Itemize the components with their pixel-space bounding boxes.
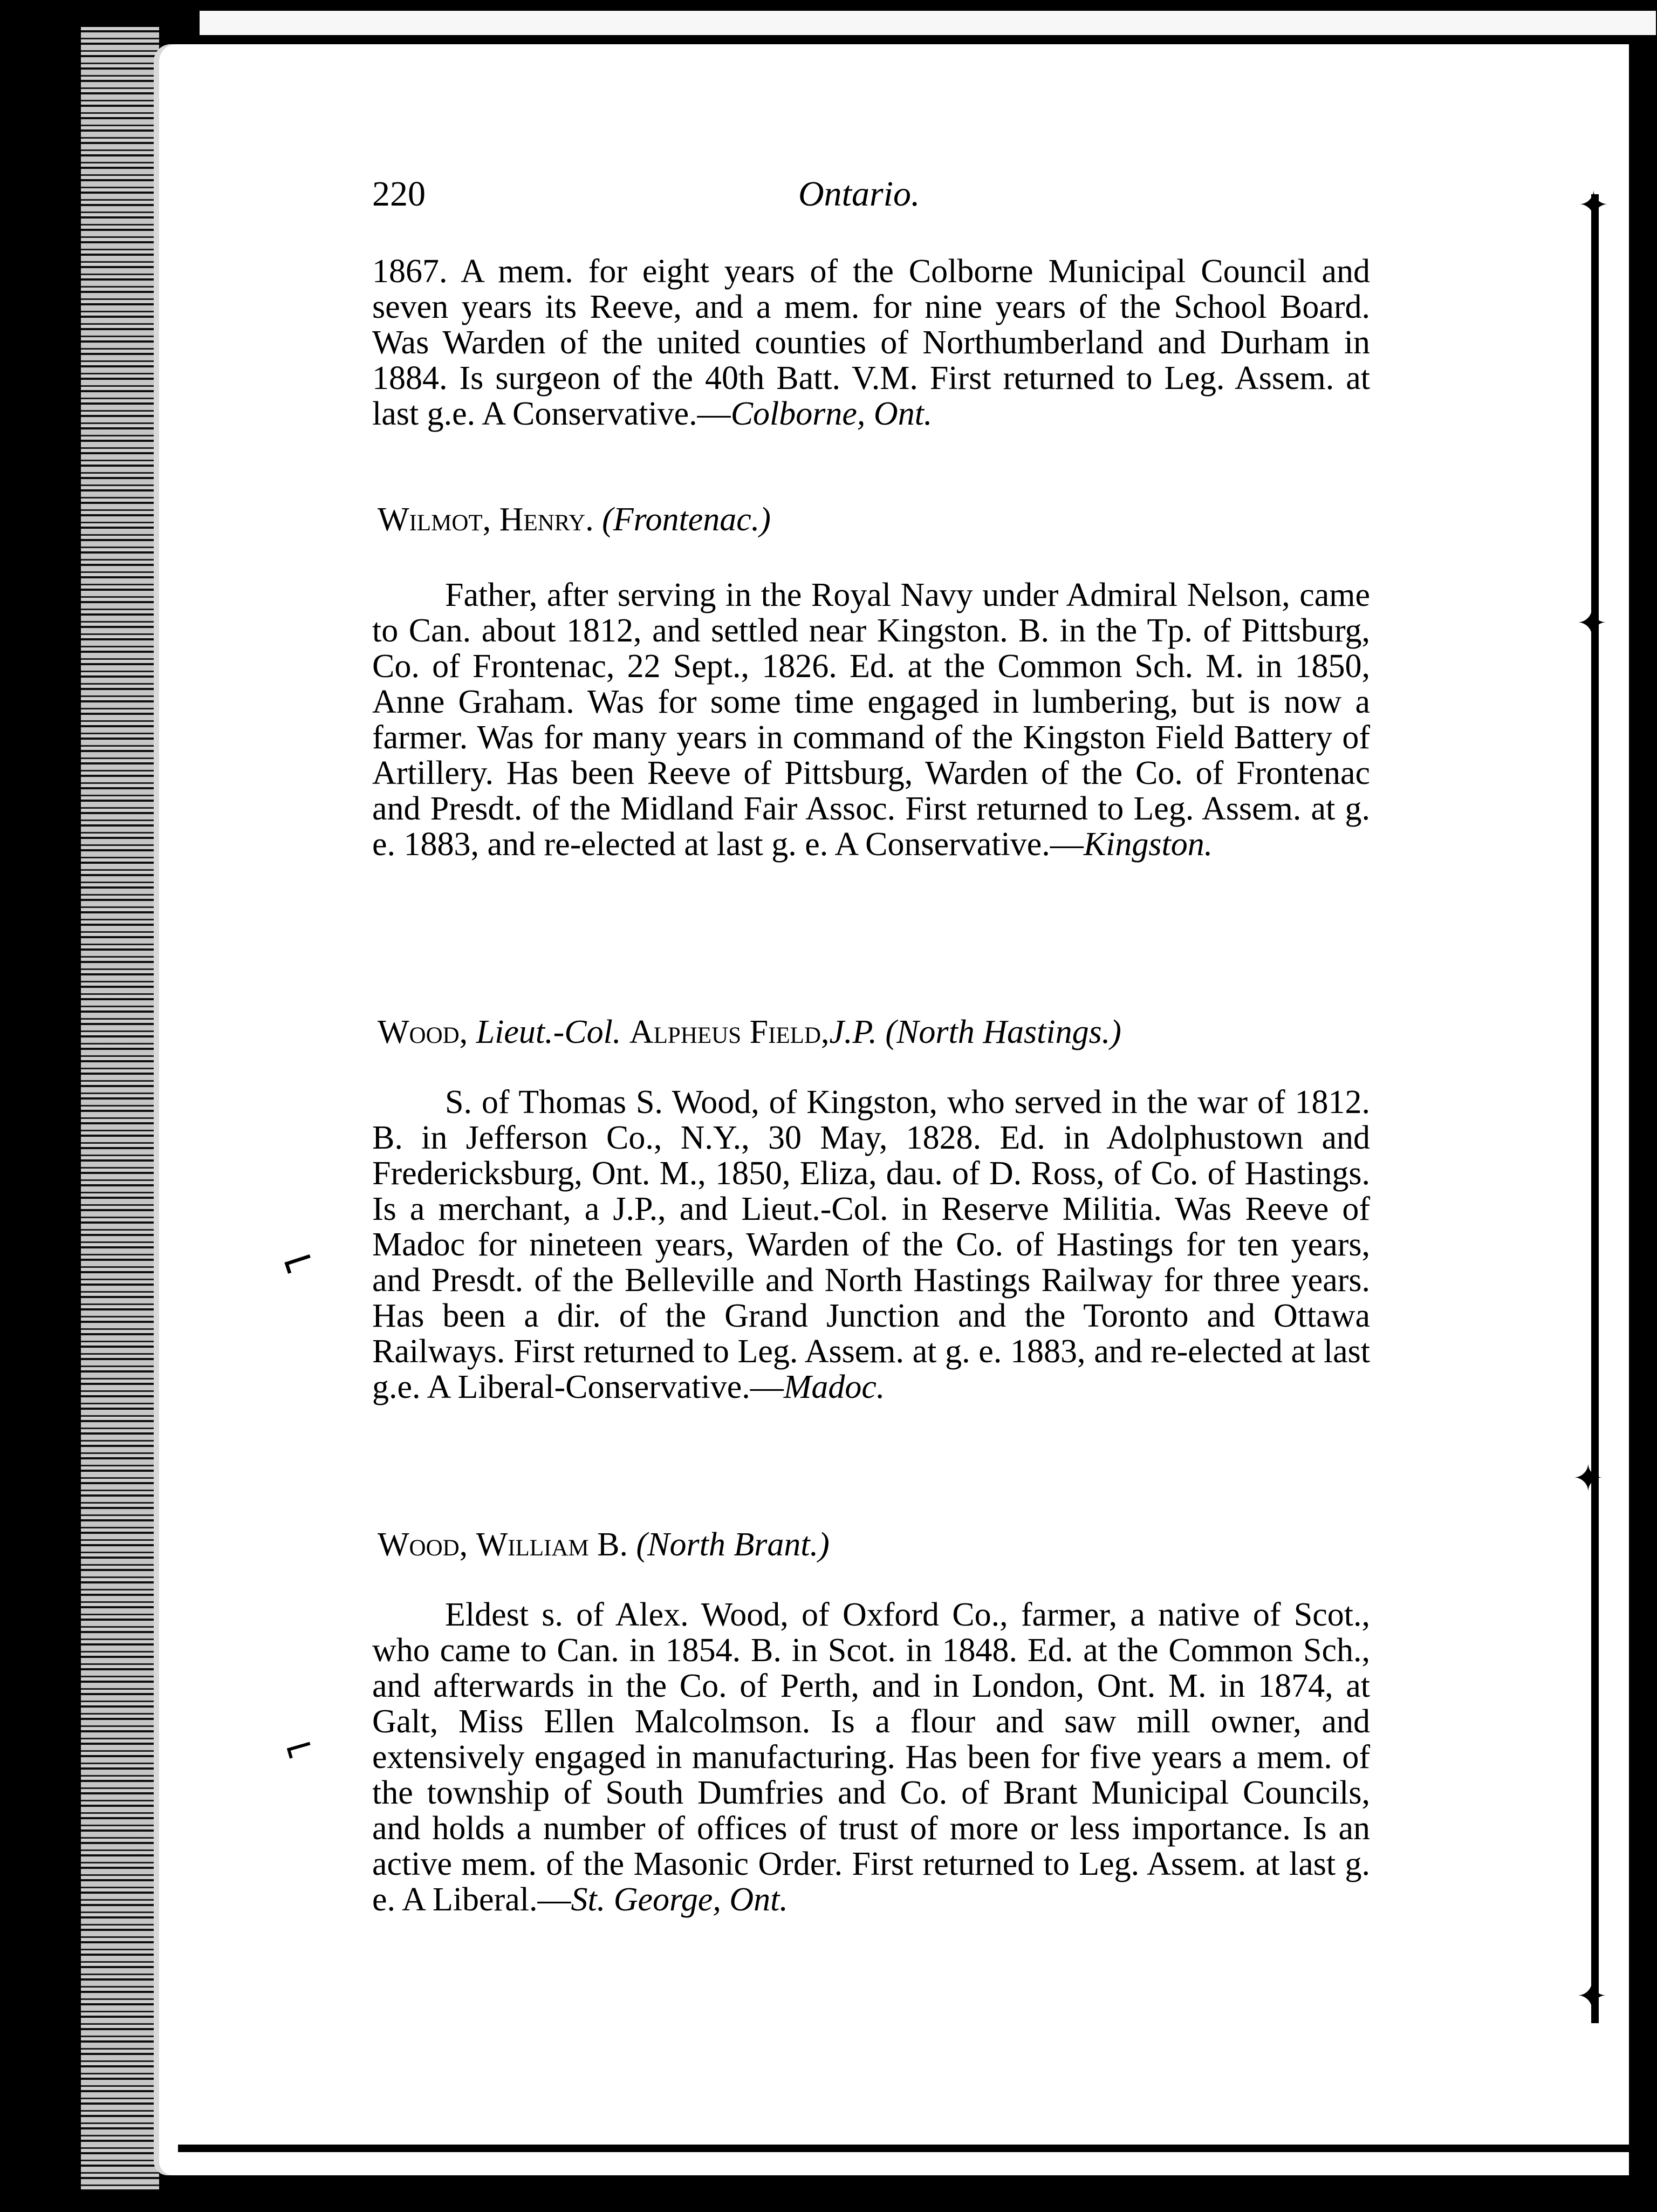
entry-title: Lieut.-Col. <box>476 1014 621 1050</box>
page-number: 220 <box>372 174 426 214</box>
entry-heading-wood-alpheus <box>378 1014 1375 1050</box>
right-margin-ink-mark: ✦ <box>1576 1974 1608 2018</box>
entry-body-wood-alpheus <box>372 1084 1370 1405</box>
entry-given-name: Henry. <box>499 501 594 538</box>
right-margin-ink-mark: ✦ <box>1578 183 1610 227</box>
entry-honor: J.P. <box>829 1014 877 1050</box>
entry-heading-wood-william <box>378 1527 1375 1562</box>
right-page-edge <box>1591 194 1599 2023</box>
pencil-margin-mark: ⌐ <box>277 1722 320 1774</box>
entry-given-name: William B. <box>476 1526 628 1563</box>
continued-place: Colborne, Ont. <box>730 395 933 432</box>
right-margin-ink-mark: ✦ <box>1572 1456 1604 1500</box>
running-head <box>372 174 1375 222</box>
continued-body: 1867. A mem. for eight years of the Colborne Municipal Council and seven years its Reeve, and a mem. for nine years of the School Board. Was Warden of the united counties of Northumberland and Durham in 1884. Is surgeon of the 40th Batt. V.M. First returned to Leg. Assem. at last g.e. A Conservative.— <box>372 253 1370 432</box>
continued-entry-text <box>372 254 1370 432</box>
entry-body-wood-william <box>372 1597 1370 1917</box>
entry-constituency: (Frontenac.) <box>602 501 771 538</box>
entry-body-wilmot <box>372 577 1370 862</box>
entry-place: Kingston. <box>1083 826 1213 863</box>
entry-surname: Wood, <box>378 1014 468 1050</box>
pencil-margin-mark: ⌐ <box>273 1233 323 1291</box>
entry-body: Eldest s. of Alex. Wood, of Oxford Co., farmer, a native of Scot., who came to Can. in 1854. B. in Scot. in 1848. Ed. at the Common Sch., and afterwards in the Co. of Perth, and in London, Ont. M. in 1874, at Galt, Miss Ellen Malcolmson. Is a flour and saw mill owner, and extensively engaged in manufacturing. Has been for five years a mem. of the township of South Dumfries and Co. of Brant Municipal Councils, and holds a number of offices of trust of more or less importance. Is an active mem. of the Masonic Order. First returned to Leg. Assem. at last g. e. A Liberal.— <box>372 1596 1370 1918</box>
scan-edge-top <box>200 11 1656 35</box>
entry-body: Father, after serving in the Royal Navy under Admiral Nelson, came to Can. about 1812, and settled near Kingston. B. in the Tp. of Pittsburg, Co. of Frontenac, 22 Sept., 1826. Ed. at the Common Sch. M. in 1850, Anne Graham. Was for some time engaged in lumbering, but is now a farmer. Was for many years in command of the Kingston Field Battery of Artillery. Has been Reeve of Pittsburg, Warden of the Co. of Frontenac and Presdt. of the Midland Fair Assoc. First returned to Leg. Assem. at g. e. 1883, and re-elected at last g. e. A Conservative.— <box>372 577 1370 863</box>
entry-given-name: Alpheus Field, <box>629 1014 830 1050</box>
entry-place: St. George, Ont. <box>571 1881 788 1918</box>
bottom-page-edge <box>178 2145 1629 2152</box>
entry-constituency: (North Hastings.) <box>885 1014 1121 1050</box>
left-binding-edge <box>81 27 159 2190</box>
entry-surname: Wilmot <box>378 501 483 538</box>
entry-constituency: (North Brant.) <box>636 1526 830 1563</box>
entry-heading-wilmot: Wilmot, Henry. (Frontenac.) <box>378 501 771 538</box>
right-margin-ink-mark: ✦ <box>1576 601 1608 645</box>
entry-body: S. of Thomas S. Wood, of Kingston, who served in the war of 1812. B. in Jefferson Co., N.Y., 30 May, 1828. Ed. in Adolphustown and Fredericksburg, Ont. M., 1850, Eliza, dau. of D. Ross, of Co. of Hastings. Is a merchant, a J.P., and Lieut.-Col. in Reserve Militia. Was Reeve of Madoc for nineteen years, Warden of the Co. of Hastings for ten years, and Presdt. of the Belleville and North Hastings Railway for three years. Has been a dir. of the Grand Junction and the Toronto and Ottawa Railways. First returned to Leg. Assem. at g. e. 1883, and re-elected at last g.e. A Liberal-Conservative.— <box>372 1084 1370 1405</box>
running-title: Ontario. <box>798 174 920 214</box>
entry-surname: Wood, <box>378 1526 468 1563</box>
entry-place: Madoc. <box>783 1369 885 1405</box>
